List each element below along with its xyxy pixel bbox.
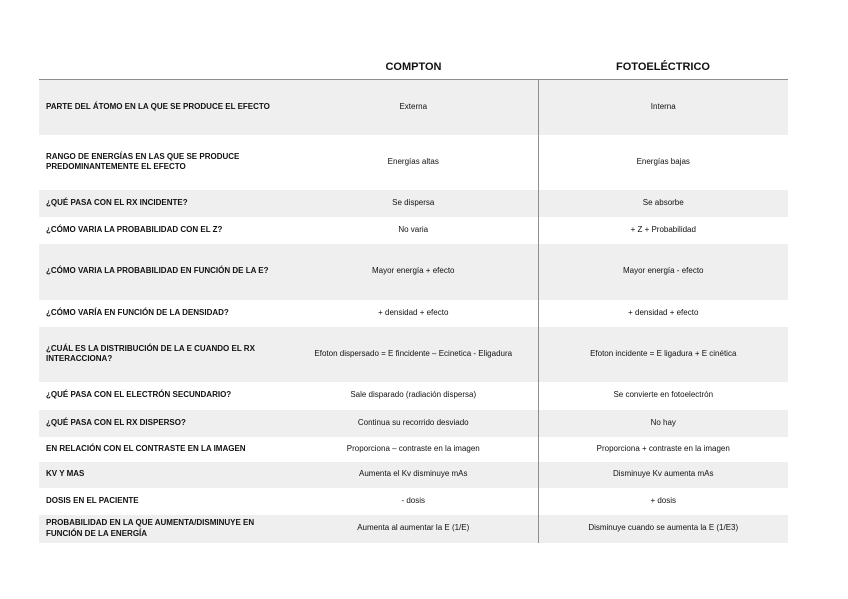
row-question: PARTE DEL ÁTOMO EN LA QUE SE PRODUCE EL EFECTO — [39, 80, 289, 135]
cell-compton: Aumenta el Kv disminuye mAs — [289, 462, 538, 488]
cell-fotoelectrico: Disminuye cuando se aumenta la E (1/E3) — [538, 515, 788, 543]
table-row — [39, 462, 788, 488]
row-question: ¿CÓMO VARIA LA PROBABILIDAD EN FUNCIÓN DE LA E? — [39, 244, 289, 300]
cell-compton: Aumenta al aumentar la E (1/E) — [289, 515, 538, 543]
cell-compton: + densidad + efecto — [378, 307, 449, 317]
table-row — [39, 244, 788, 300]
cell-fotoelectrico: Energías bajas — [538, 135, 788, 190]
cell-fotoelectrico: Se convierte en fotoelectrón — [538, 382, 788, 410]
row-question: ¿CUÁL ES LA DISTRIBUCIÓN DE LA E CUANDO EL RX INTERACCIONA? — [39, 327, 289, 382]
table-row — [39, 190, 788, 217]
row-question: EN RELACIÓN CON EL CONTRASTE EN LA IMAGEN — [46, 443, 246, 453]
cell-fotoelectrico: + dosis — [538, 488, 788, 515]
cell-fotoelectrico: + densidad + efecto — [538, 300, 788, 327]
cell-fotoelectrico: Se absorbe — [538, 190, 788, 217]
cell-compton: Externa — [289, 80, 538, 135]
cell-compton: No varia — [398, 224, 429, 234]
row-question: RANGO DE ENERGÍAS EN LAS QUE SE PRODUCE PREDOMINANTEMENTE EL EFECTO — [46, 151, 240, 171]
header-fotoelectrico: FOTOELÉCTRICO — [538, 54, 788, 80]
cell-fotoelectrico: No hay — [538, 410, 788, 437]
table-row — [39, 410, 788, 437]
table-row — [39, 217, 788, 244]
cell-fotoelectrico: Proporciona + contraste en la imagen — [538, 437, 788, 462]
cell-fotoelectrico: + Z + Probabilidad — [538, 217, 788, 244]
table-row — [39, 515, 788, 543]
table-row — [39, 488, 788, 515]
row-question: ¿QUÉ PASA CON EL ELECTRÓN SECUNDARIO? — [46, 390, 232, 400]
cell-compton: Se dispersa — [289, 190, 538, 217]
cell-compton: Sale disparado (radiación dispersa) — [350, 390, 477, 400]
cell-compton: Energías altas — [387, 156, 439, 166]
cell-fotoelectrico: Efoton incidente = E ligadura + E cinética — [538, 327, 788, 382]
cell-compton: Efoton dispersado = E fincidente – Ecinetica - Eligadura — [289, 327, 538, 382]
row-question: PROBABILIDAD EN LA QUE AUMENTA/DISMINUYE EN FUNCIÓN DE LA ENERGÍA — [39, 515, 289, 543]
table-row — [39, 327, 788, 382]
row-question: ¿CÓMO VARÍA EN FUNCIÓN DE LA DENSIDAD? — [46, 307, 229, 317]
cell-compton: Proporciona – contraste en la imagen — [346, 443, 480, 453]
row-question: ¿QUÉ PASA CON EL RX DISPERSO? — [39, 410, 289, 437]
comparison-table — [39, 54, 788, 543]
table-row — [39, 135, 788, 190]
cell-fotoelectrico: Interna — [538, 80, 788, 135]
header-empty-cell — [39, 54, 289, 80]
row-question: ¿CÓMO VARIA LA PROBABILIDAD CON EL Z? — [46, 224, 223, 234]
header-compton: COMPTON — [289, 54, 538, 80]
cell-compton: Continua su recorrido desviado — [289, 410, 538, 437]
table-row — [39, 300, 788, 327]
table-row — [39, 437, 788, 462]
cell-compton: - dosis — [401, 495, 426, 505]
cell-fotoelectrico: Disminuye Kv aumenta mAs — [538, 462, 788, 488]
table-row — [39, 80, 788, 135]
cell-fotoelectrico: Mayor energía - efecto — [538, 244, 788, 300]
header-row — [39, 54, 788, 80]
row-question: ¿QUÉ PASA CON EL RX INCIDENTE? — [39, 190, 289, 217]
cell-compton: Mayor energía + efecto — [289, 244, 538, 300]
table-row — [39, 382, 788, 410]
table-body — [39, 80, 788, 543]
row-question: DOSIS EN EL PACIENTE — [46, 495, 139, 505]
row-question: KV Y MAS — [39, 462, 289, 488]
